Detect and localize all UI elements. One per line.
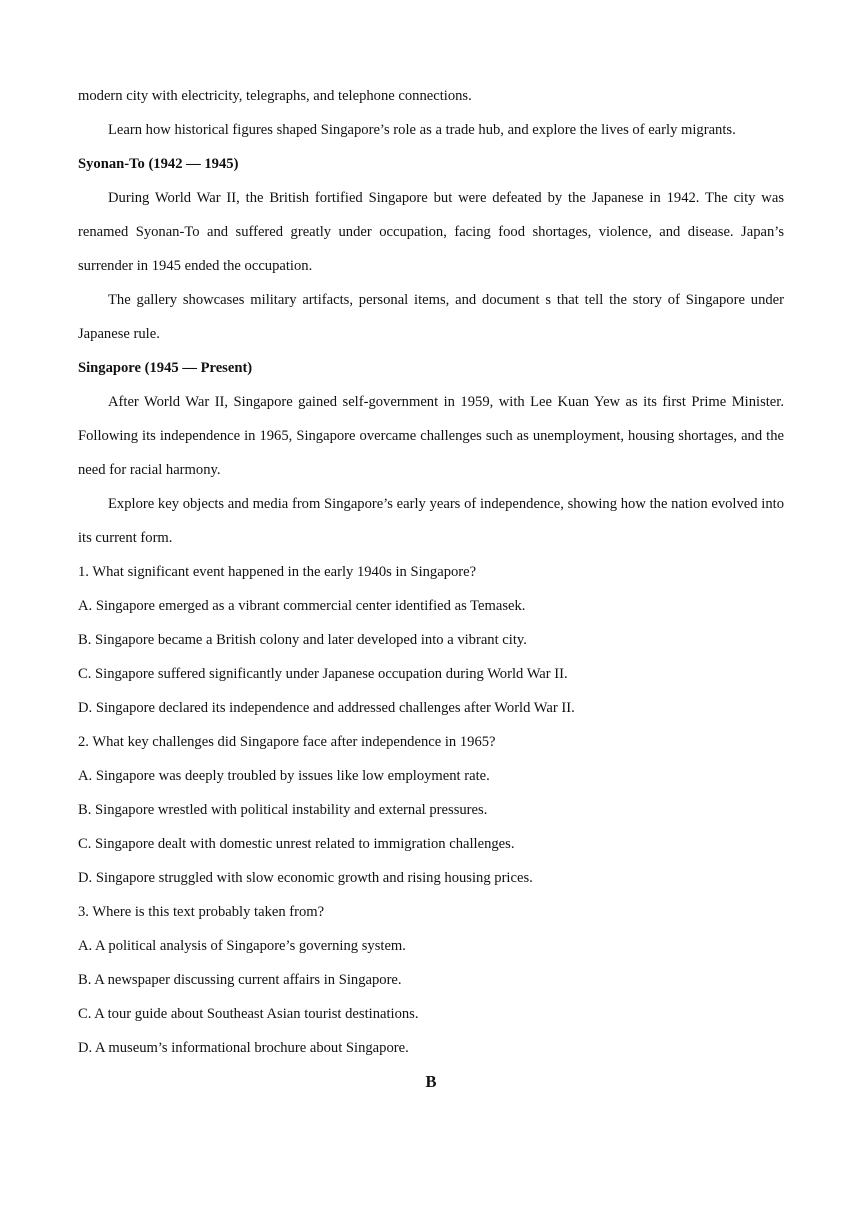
question-2-option-b: B. Singapore wrestled with political instability and external pressures. [78, 802, 488, 818]
question-3-option-b: B. A newspaper discussing current affairs in Singapore. [78, 972, 402, 988]
question-3-stem: 3. Where is this text probably taken from? [78, 904, 325, 920]
intro-paragraph: Learn how historical figures shaped Singapore’s role as a trade hub, and explore the lives of early migrants. [108, 122, 736, 138]
next-section-letter: B [425, 1072, 437, 1091]
section-heading-singapore: Singapore (1945 — Present) [78, 360, 253, 376]
question-3-option-c: C. A tour guide about Southeast Asian tourist destinations. [78, 1006, 419, 1022]
question-1-option-d: D. Singapore declared its independence and addressed challenges after World War II. [78, 700, 575, 716]
question-3-option-a: A. A political analysis of Singapore’s governing system. [78, 938, 406, 954]
question-1-option-a: A. Singapore emerged as a vibrant commercial center identified as Temasek. [78, 598, 526, 614]
question-2-stem: 2. What key challenges did Singapore face after independence in 1965? [78, 734, 496, 750]
question-3-option-d: D. A museum’s informational brochure about Singapore. [78, 1040, 409, 1056]
singapore-paragraph-1: After World War II, Singapore gained self-government in 1959, with Lee Kuan Yew as its first Prime Minister. Following its independence in 1965, Singapore overcame challenges such as unemployment, housing shortages, and the need for racial harmony. [78, 394, 784, 478]
question-2-option-a: A. Singapore was deeply troubled by issues like low employment rate. [78, 768, 490, 784]
question-1-stem: 1. What significant event happened in the early 1940s in Singapore? [78, 564, 477, 580]
question-1-option-b: B. Singapore became a British colony and later developed into a vibrant city. [78, 632, 527, 648]
syonan-to-paragraph-2: The gallery showcases military artifacts, personal items, and document s that tell the story of Singapore under Japanese rule. [78, 292, 784, 342]
question-2-option-c: C. Singapore dealt with domestic unrest related to immigration challenges. [78, 836, 515, 852]
singapore-paragraph-2: Explore key objects and media from Singapore’s early years of independence, showing how the nation evolved into its current form. [78, 496, 784, 546]
document-page [78, 79, 784, 1099]
section-heading-syonan-to: Syonan-To (1942 — 1945) [78, 156, 239, 172]
question-2-option-d: D. Singapore struggled with slow economic growth and rising housing prices. [78, 870, 533, 886]
question-1-option-c: C. Singapore suffered significantly under Japanese occupation during World War II. [78, 666, 568, 682]
syonan-to-paragraph-1: During World War II, the British fortified Singapore but were defeated by the Japanese in 1942. The city was renamed Syonan-To and suffered greatly under occupation, facing food shortages, violence, and disease. Japan’s surrender in 1945 ended the occupation. [78, 190, 784, 274]
intro-tail-paragraph: modern city with electricity, telegraphs, and telephone connections. [78, 88, 472, 104]
